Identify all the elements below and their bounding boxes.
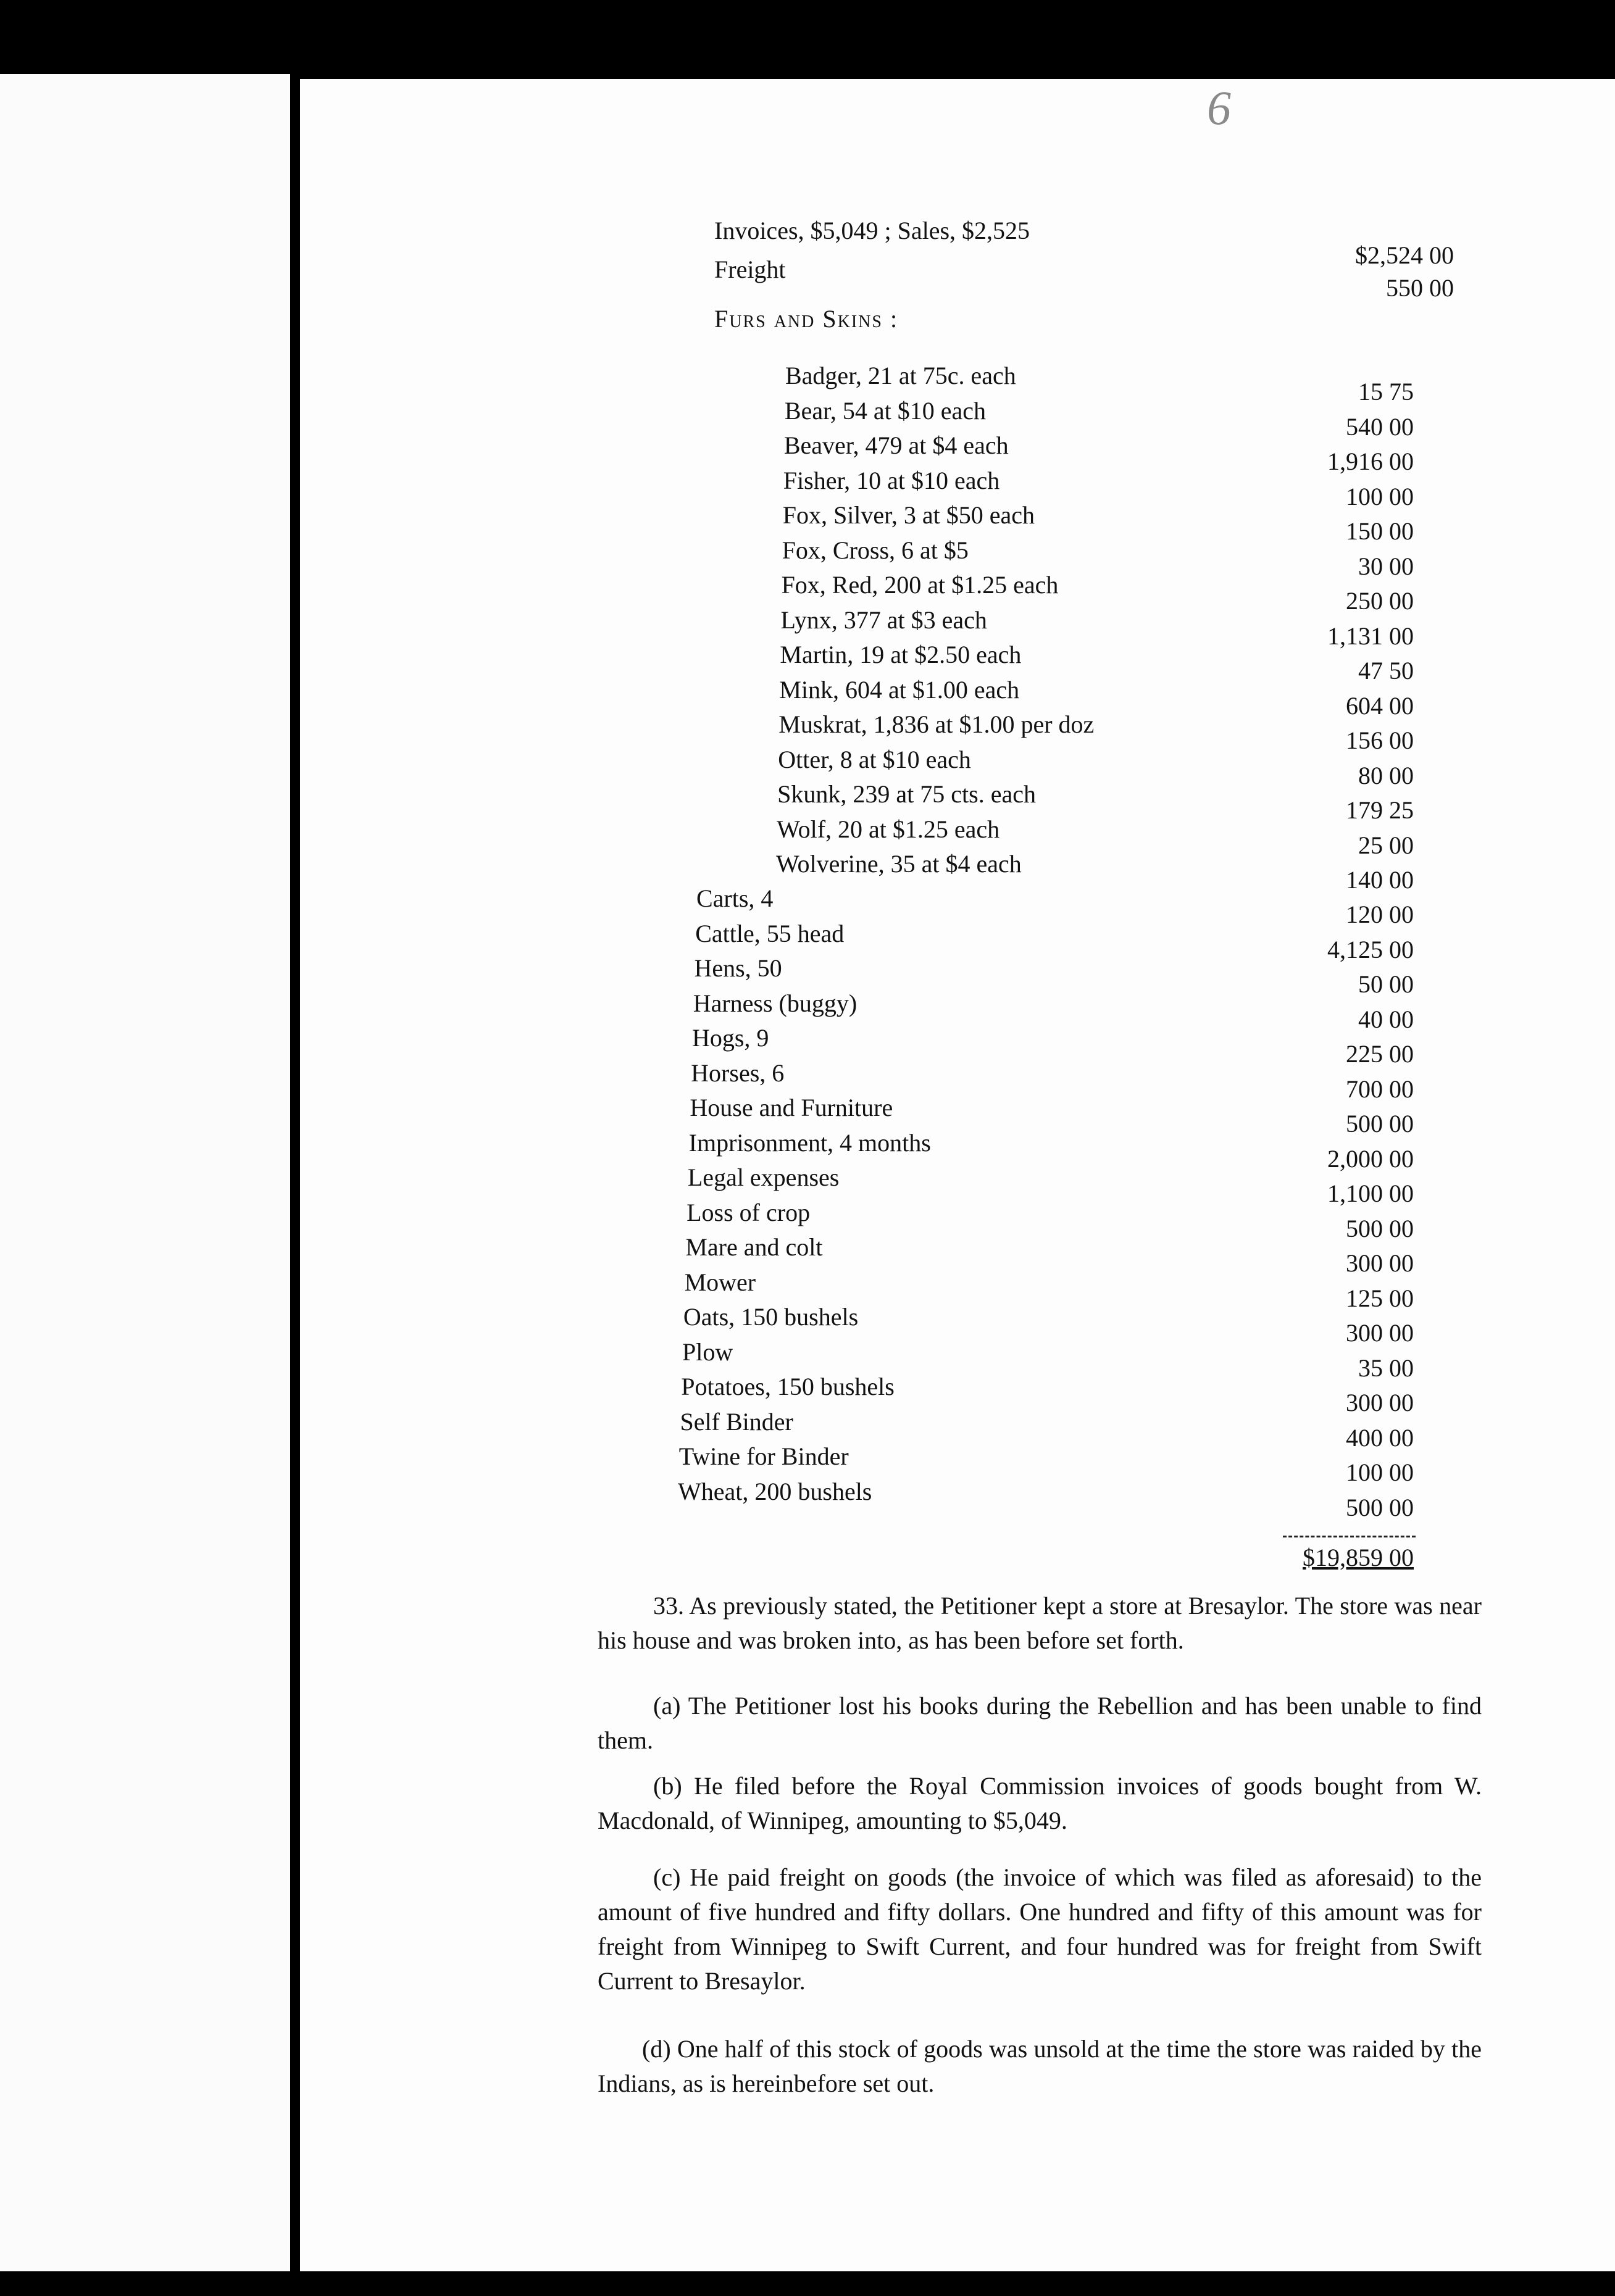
ledger-amount: 80 00	[1358, 761, 1414, 789]
ledger-amount: 30 00	[1358, 552, 1414, 580]
ledger-item: Beaver, 479 at $4 each	[783, 431, 1009, 459]
ledger-amount: 400 00	[1346, 1423, 1414, 1452]
ledger-item: Oats, 150 bushels	[683, 1303, 859, 1331]
total-rule	[1283, 1536, 1416, 1537]
ledger-amount: 120 00	[1346, 901, 1414, 928]
ledger-item: Hogs, 9	[691, 1024, 769, 1052]
ledger-amount: 35 00	[1358, 1354, 1414, 1382]
ledger-item: Harness (buggy)	[693, 989, 858, 1017]
ledger-amount: 15 75	[1358, 378, 1414, 406]
ledger-amount: 604 00	[1346, 691, 1414, 720]
ledger-amount: 300 00	[1346, 1389, 1414, 1416]
ledger-amount: 250 00	[1346, 587, 1414, 615]
ledger-amount: 225 00	[1346, 1040, 1414, 1068]
paragraph: (d) One half of this stock of goods was unsold at the time the store was raided by the Indians, as is hereinbefore set out.	[598, 2035, 1482, 2097]
ledger-item: Wolf, 20 at $1.25 each	[777, 815, 1000, 843]
ledger-item: Muskrat, 1,836 at $1.00 per doz	[778, 710, 1095, 738]
ledger-item: Wolverine, 35 at $4 each	[776, 850, 1022, 878]
paragraph: 33. As previously stated, the Petitioner kept a store at Bresaylor. The store was near his house and was broken into, as has been before set forth.	[598, 1592, 1482, 1654]
ledger-item: Imprisonment, 4 months	[688, 1128, 931, 1157]
ledger-amount: 300 00	[1346, 1319, 1414, 1347]
ledger-amount: $2,524 00	[1355, 241, 1454, 269]
ledger-amount: 140 00	[1346, 866, 1414, 894]
ledger-item: Cattle, 55 head	[695, 919, 845, 947]
ledger-item: Badger, 21 at 75c. each	[785, 362, 1016, 389]
ledger-item: Invoices, $5,049 ; Sales, $2,525	[714, 217, 1030, 244]
ledger-amount: 540 00	[1346, 412, 1414, 441]
ledger-amount: 25 00	[1358, 831, 1414, 859]
ledger-item: Mink, 604 at $1.00 each	[779, 675, 1020, 704]
ledger-item: Mower	[684, 1268, 756, 1296]
ledger-item: Carts, 4	[696, 884, 774, 912]
ledger-amount: 700 00	[1346, 1075, 1414, 1103]
ledger-amount: 4,125 00	[1327, 935, 1414, 963]
ledger-item: Self Binder	[680, 1407, 793, 1436]
ledger-amount: 1,916 00	[1327, 447, 1414, 475]
ledger-item: Mare and colt	[685, 1233, 823, 1261]
paragraph: (a) The Petitioner lost his books during the Rebellion and has been unable to find them.	[598, 1692, 1482, 1754]
ledger-item: Horses, 6	[691, 1059, 785, 1087]
ledger-amount: 500 00	[1346, 1110, 1414, 1138]
ledger-amount: 47 50	[1358, 657, 1414, 684]
ledger-amount: 2,000 00	[1327, 1144, 1414, 1173]
left-page-margin	[0, 74, 290, 2271]
ledger-item: Freight	[714, 256, 786, 283]
ledger-amount: 1,100 00	[1327, 1179, 1414, 1207]
ledger-item: Skunk, 239 at 75 cts. each	[777, 780, 1036, 808]
ledger-item: House and Furniture	[690, 1094, 893, 1121]
ledger-item: Otter, 8 at $10 each	[778, 745, 971, 773]
ledger-total: $19,859 00	[1303, 1544, 1414, 1571]
ledger-item: Wheat, 200 bushels	[678, 1477, 872, 1505]
ledger-amount: 1,131 00	[1327, 622, 1414, 650]
ledger-item: Loss of crop	[686, 1198, 811, 1226]
ledger-item: Fox, Silver, 3 at $50 each	[782, 501, 1035, 529]
ledger-item: Plow	[682, 1337, 733, 1366]
ledger-amount: 550 00	[1386, 274, 1454, 302]
ledger-item: Legal expenses	[687, 1163, 840, 1191]
ledger-item: Bear, 54 at $10 each	[784, 396, 986, 425]
ledger-amount: 100 00	[1346, 1458, 1414, 1486]
ledger-item: Lynx, 377 at $3 each	[780, 605, 987, 634]
ledger-item: Fisher, 10 at $10 each	[783, 466, 1000, 494]
ledger-amount: 300 00	[1346, 1249, 1414, 1277]
ledger-item: Fox, Cross, 6 at $5	[782, 536, 969, 564]
ledger-amount: 100 00	[1346, 482, 1414, 510]
ledger-amount: 50 00	[1358, 970, 1414, 998]
ledger-amount: 500 00	[1346, 1214, 1414, 1242]
ledger-item: Martin, 19 at $2.50 each	[780, 641, 1022, 668]
ledger-item: Potatoes, 150 bushels	[681, 1373, 895, 1400]
ledger-item: Twine for Binder	[678, 1442, 849, 1470]
ledger-item: Fox, Red, 200 at $1.25 each	[781, 571, 1059, 599]
ledger-item: Hens, 50	[694, 954, 782, 982]
paragraph: (c) He paid freight on goods (the invoice of which was filed as aforesaid) to the amount of five hundred and fifty dollars. One hundred and fifty of this amount was for freight from Winnipeg to Swift Current, and four hundred was for freight from Swift Current to Bresaylor.	[598, 1863, 1482, 1995]
page-number: 6	[1207, 81, 1231, 135]
section-heading-furs: Furs and Skins :	[714, 305, 899, 333]
ledger-amount: 125 00	[1346, 1284, 1414, 1312]
ledger-amount: 500 00	[1346, 1493, 1414, 1521]
ledger-amount: 150 00	[1346, 517, 1414, 545]
ledger-amount: 156 00	[1346, 726, 1414, 754]
paragraph: (b) He filed before the Royal Commission invoices of goods bought from W. Macdonald, of Winnipeg, amounting to $5,049.	[598, 1772, 1482, 1834]
ledger-amount: 179 25	[1346, 796, 1414, 824]
ledger-amount: 40 00	[1358, 1005, 1414, 1033]
